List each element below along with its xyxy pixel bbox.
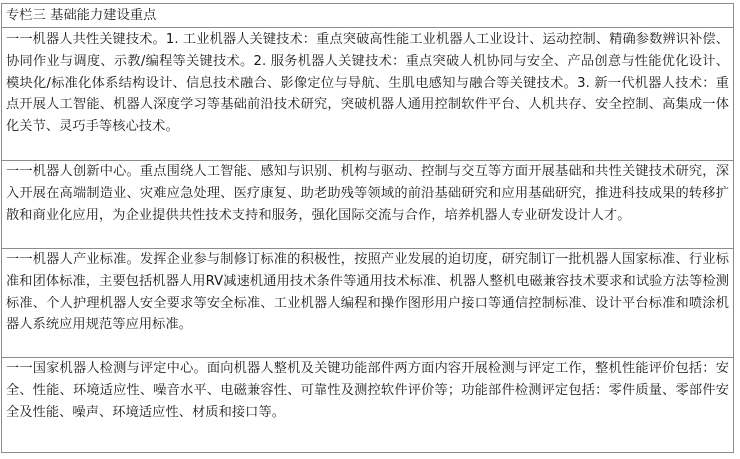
item-innovation-center: 一一机器人创新中心。重点围绕人工智能、感知与识别、机构与驱动、控制与交互等方面开展基础和共性关键技术研究，深入开展在高端制造业、灾难应急处理、医疗康复、助老助残等领域的前沿基础研究和应用基础研究，推进科技成果的转移扩散和商业化应用，为企业提供共性技术支持和服务，强化国际交流与合作，培养机器人专业研发设计人才。 [2,161,733,249]
item-industry-standards: 一一机器人产业标准。发挥企业参与制修订标准的积极性，按照产业发展的迫切度，研究制订一批机器人国家标准、行业标准和团体标准，主要包括机器人用RV减速机通用技术条件等通用技术标准、机器人整机电磁兼容技术要求和试验方法等检测标准、个人护理机器人安全要求等安全标准、工业机器人编程和操作图形用户接口等通信控制标准、设计平台标准和喷涂机器人系统应用规范等应用标准。 [2,249,733,358]
item-testing-evaluation-center: 一一国家机器人检测与评定中心。面向机器人整机及关键功能部件两方面内容开展检测与评定工作，整机性能评价包括：安全、性能、环境适应性、噪音水平、电磁兼容性、可靠性及测控软件评价等；功能部件检测评定包括：零件质量、零部件安全及性能、噪声、环境适应性、材质和接口等。 [6,361,729,420]
box-title: 专栏三 基础能力建设重点 [2,4,733,28]
special-column-box [1,3,734,453]
item-common-key-technologies: 一一机器人共性关键技术。1. 工业机器人关键技术：重点突破高性能工业机器人工业设计、运动控制、精确参数辨识补偿、协同作业与调度、示教/编程等关键技术。2. 服务机器人关键技术：重点突破人机协同与安全、产品创意与性能优化设计、模块化/标准化体系结构设计、信息技术融合、影像定位与导航、生肌电感知与融合等关键技术。3. 新一代机器人技术：重点开展人工智能、机器人深度学习等基础前沿技术研究，突破机器人通用控制软件平台、人机共存、安全控制、高集成一体化关节、灵巧手等核心技术。 [2,28,733,161]
